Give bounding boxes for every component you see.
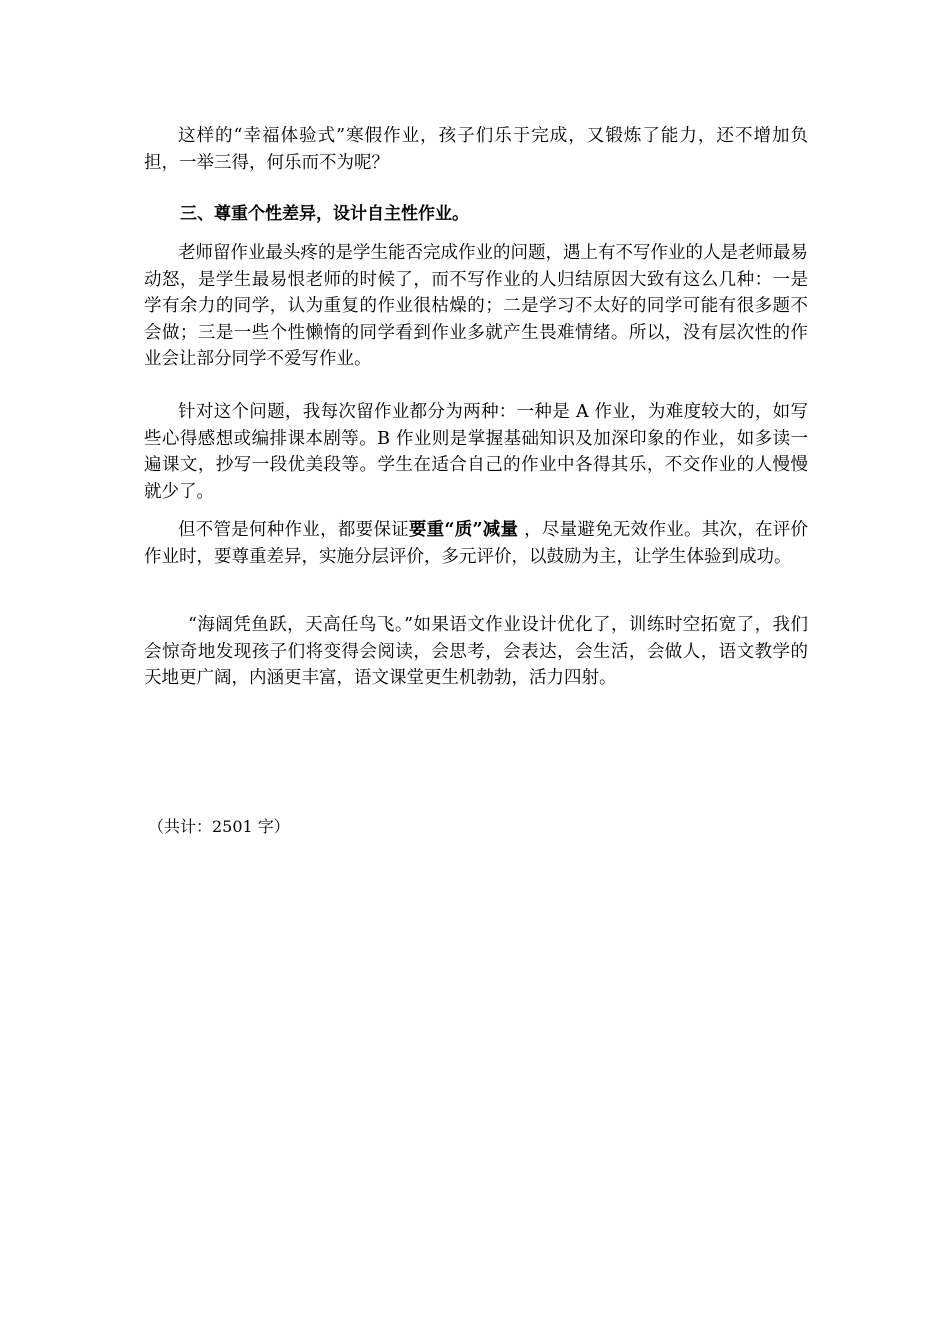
word-count-footer: （共计：2501 字） bbox=[148, 817, 290, 836]
emphasis-quality-reduction: 要重“质”减量 bbox=[408, 520, 519, 540]
paragraph-text-after: ，尽量避免无效作业。其次，在评价作业时，要尊重差异，实施分层评价，多元评价，以鼓励为主，让学生体验到成功。 bbox=[144, 520, 809, 567]
paragraph-quality-over-quantity bbox=[144, 517, 808, 570]
paragraph-closing-quote: “海阔凭鱼跃，天高任鸟飞。”如果语文作业设计优化了，训练时空拓宽了，我们会惊奇地发现孩子们将变得会阅读，会思考，会表达，会生活，会做人，语文教学的天地更广阔，内涵更丰富，语文课堂更生机勃勃，活力四射。 bbox=[144, 615, 808, 688]
paragraph-homework-problems: 老师留作业最头疼的是学生能否完成作业的问题，遇上有不写作业的人是老师最易动怒，是学生最易恨老师的时候了，而不写作业的人归结原因大致有这么几种：一是学有余力的同学，认为重复的作业很枯燥的；二是学习不太好的同学可能有很多题不会做；三是一些个性懒惰的同学看到作业多就产生畏难情绪。所以，没有层次性的作业会让部分同学不爱写作业。 bbox=[144, 243, 808, 369]
section-heading-3: 三、尊重个性差异，设计自主性作业。 bbox=[180, 204, 469, 224]
paragraph-winter-homework-conclusion: 这样的“幸福体验式”寒假作业，孩子们乐于完成，又锻炼了能力，还不增加负担，一举三得，何乐而不为呢？ bbox=[144, 126, 808, 173]
paragraph-ab-homework: 针对这个问题，我每次留作业都分为两种：一种是 A 作业，为难度较大的，如写些心得感想或编排课本剧等。B 作业则是掌握基础知识及加深印象的作业，如多读一遍课文，抄写一段优美段等。学生在适合自己的作业中各得其乐，不交作业的人慢慢就少了。 bbox=[144, 402, 808, 502]
paragraph-text-before: 但不管是何种作业，都要保证 bbox=[178, 520, 409, 540]
